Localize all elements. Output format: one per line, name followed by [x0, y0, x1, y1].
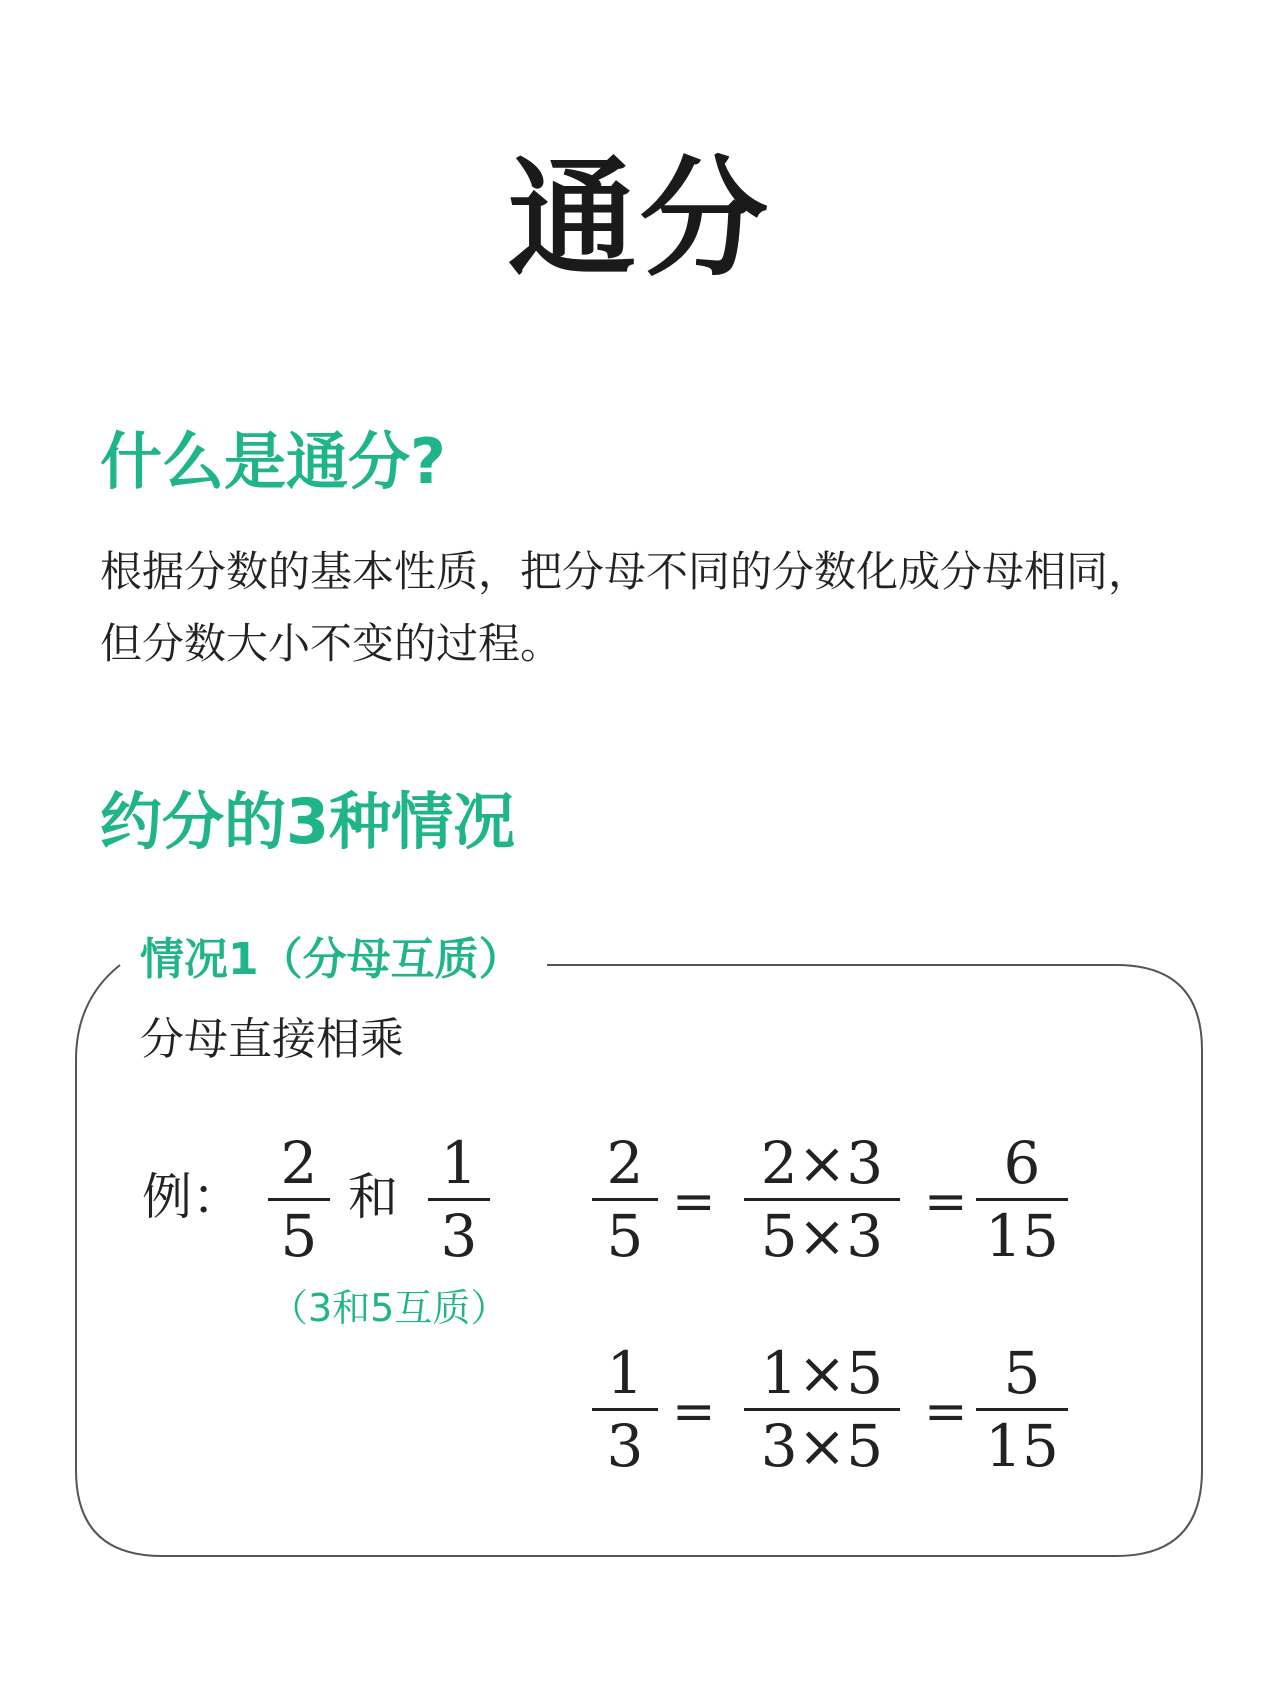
eq2-rhs-fraction: [976, 1340, 1068, 1479]
fraction-bar: [744, 1408, 900, 1411]
and-label: 和: [348, 1168, 398, 1226]
case-description: 分母直接相乘: [140, 1014, 404, 1065]
case-title: 情况1（分母互质）: [140, 936, 547, 984]
section-heading-cases: 约分的3种情况: [100, 785, 516, 858]
fraction-bar: [976, 1408, 1068, 1411]
fraction-numerator: 2×3: [760, 1129, 884, 1197]
eq1-rhs-fraction: [976, 1130, 1068, 1269]
page-title: 通分: [507, 145, 772, 294]
equals-sign: =: [924, 1172, 968, 1232]
coprime-note: （3和5互质）: [270, 1286, 509, 1330]
fraction-denominator: 5×3: [760, 1202, 884, 1270]
fraction-denominator: 3: [440, 1202, 478, 1270]
fraction-denominator: 5: [606, 1202, 644, 1270]
fraction-numerator: 6: [1003, 1129, 1041, 1197]
eq2-lhs-fraction: [592, 1340, 658, 1479]
fraction-numerator: 1: [606, 1339, 644, 1407]
fraction-numerator: 2: [280, 1129, 318, 1197]
fraction-a: [268, 1130, 330, 1269]
fraction-denominator: 15: [985, 1412, 1059, 1480]
eq1-lhs-fraction: [592, 1130, 658, 1269]
fraction-denominator: 15: [985, 1202, 1059, 1270]
equals-sign: =: [924, 1382, 968, 1442]
fraction-numerator: 1: [440, 1129, 478, 1197]
fraction-bar: [268, 1198, 330, 1201]
eq1-mid-fraction: [744, 1130, 900, 1269]
fraction-numerator: 2: [606, 1129, 644, 1197]
equals-sign: =: [672, 1172, 716, 1232]
definition-line: 根据分数的基本性质，把分母不同的分数化成分母相同，: [100, 547, 1151, 596]
equals-sign: =: [672, 1382, 716, 1442]
fraction-denominator: 3: [606, 1412, 644, 1480]
example-label: 例：: [142, 1168, 242, 1226]
fraction-denominator: 5: [280, 1202, 318, 1270]
fraction-bar: [428, 1198, 490, 1201]
fraction-bar: [744, 1198, 900, 1201]
fraction-numerator: 5: [1003, 1339, 1041, 1407]
definition-line: 但分数大小不变的过程。: [100, 619, 563, 668]
fraction-bar: [592, 1408, 658, 1411]
fraction-denominator: 3×5: [760, 1412, 884, 1480]
eq2-mid-fraction: [744, 1340, 900, 1479]
fraction-numerator: 1×5: [760, 1339, 884, 1407]
fraction-bar: [976, 1198, 1068, 1201]
fraction-bar: [592, 1198, 658, 1201]
section-heading-what: 什么是通分?: [100, 425, 446, 498]
fraction-b: [428, 1130, 490, 1269]
